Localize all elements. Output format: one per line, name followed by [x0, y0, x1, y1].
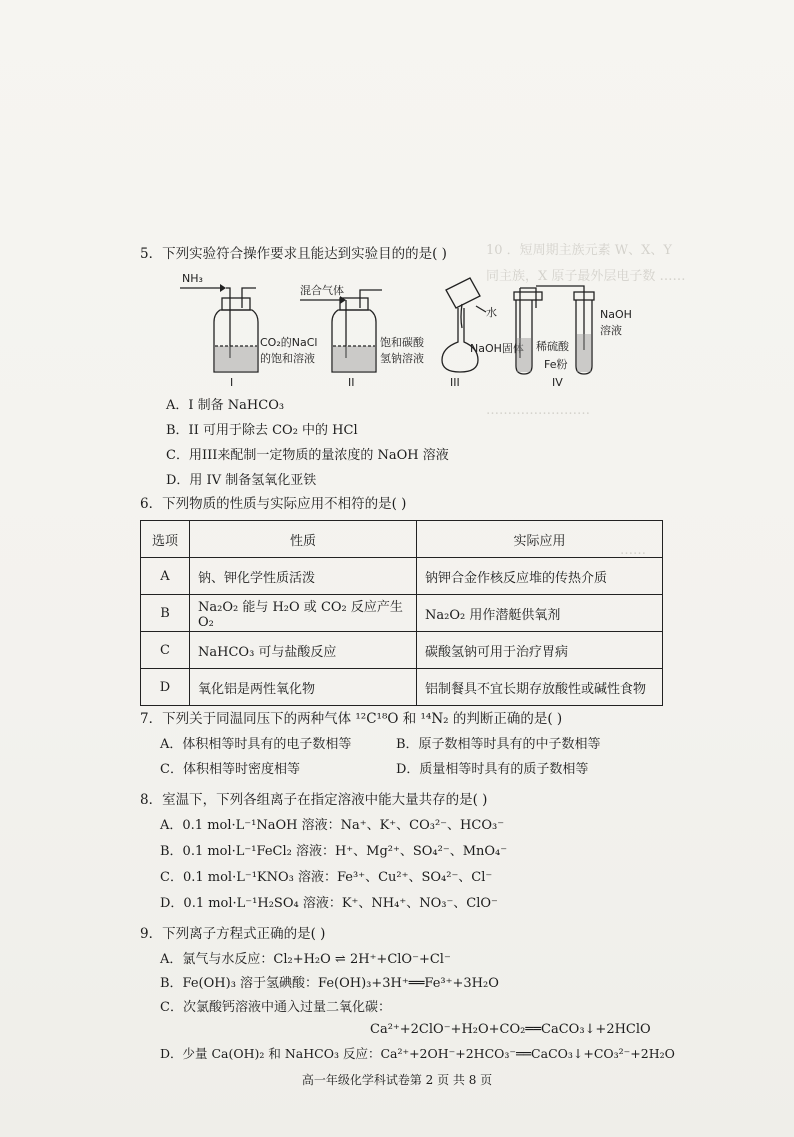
question-9-option-c: C．次氯酸钙溶液中通入过量二氧化碳： [160, 1000, 391, 1015]
table-header-row [141, 521, 663, 558]
properties-table [140, 520, 663, 706]
question-8-stem: 8．室温下，下列各组离子在指定溶液中能大量共存的是( ) [140, 792, 488, 808]
label-naoh-sol-1: NaOH [600, 308, 632, 321]
table-cell: 钠钾合金作核反应堆的传热介质 [417, 558, 663, 595]
table-row [141, 558, 663, 595]
question-8-option-c: C．0.1 mol·L⁻¹KNO₃ 溶液：Fe³⁺、Cu²⁺、SO₄²⁻、Cl⁻ [160, 870, 493, 885]
table-cell: 铝制餐具不宜长期存放酸性或碱性食物 [417, 669, 663, 706]
label-mixed-gas: 混合气体 [300, 284, 344, 297]
question-5-option-c: C．用III来配制一定物质的量浓度的 NaOH 溶液 [166, 448, 449, 463]
table-cell: 碳酸氢钠可用于治疗胃病 [417, 632, 663, 669]
page-footer: 高一年级化学科试卷第 2 页 共 8 页 [301, 1073, 493, 1087]
question-5-stem: 5．下列实验符合操作要求且能达到实验目的的是( ) [140, 246, 447, 262]
question-9-stem: 9．下列离子方程式正确的是( ) [140, 926, 326, 942]
table-cell: NaHCO₃ 可与盐酸反应 [190, 632, 417, 669]
table-cell: C [141, 632, 190, 669]
question-9-option-a: A．氯气与水反应：Cl₂+H₂O ⇌ 2H⁺+ClO⁻+Cl⁻ [160, 952, 451, 967]
label-dilute-h2so4: 稀硫酸 [536, 340, 569, 353]
question-8-option-a: A．0.1 mol·L⁻¹NaOH 溶液：Na⁺、K⁺、CO₃²⁻、HCO₃⁻ [160, 818, 505, 833]
table-cell: Na₂O₂ 能与 H₂O 或 CO₂ 反应产生 O₂ [190, 595, 417, 632]
question-5-option-a: A．I 制备 NaHCO₃ [166, 398, 285, 413]
label-naoh-sol-2: 溶液 [600, 324, 622, 337]
question-7-option-a: A．体积相等时具有的电子数相等 [160, 737, 352, 752]
apparatus-iii [442, 278, 486, 372]
question-9-option-c-equation: Ca²⁺+2ClO⁻+H₂O+CO₂══CaCO₃↓+2HClO [370, 1022, 651, 1037]
label-nahco3-1: 饱和碳酸 [380, 336, 424, 349]
bleed-through-text: …… [620, 543, 646, 558]
question-9-option-b: B．Fe(OH)₃ 溶于氢碘酸：Fe(OH)₃+3H⁺══Fe³⁺+3H₂O [160, 976, 499, 991]
bleed-through-text: 同主族，X 原子最外层电子数 …… [486, 269, 686, 284]
question-8-option-d: D．0.1 mol·L⁻¹H₂SO₄ 溶液：K⁺、NH₄⁺、NO₃⁻、ClO⁻ [160, 896, 498, 911]
table-row [141, 632, 663, 669]
question-7-stem: 7．下列关于同温同压下的两种气体 ¹²C¹⁸O 和 ¹⁴N₂ 的判断正确的是( ) [140, 711, 563, 727]
table-cell: 钠、钾化学性质活泼 [190, 558, 417, 595]
label-roman-4: IV [552, 376, 563, 389]
question-9-option-d: D．少量 Ca(OH)₂ 和 NaHCO₃ 反应：Ca²⁺+2OH⁻+2HCO₃⁻══CaCO₃↓+CO₃²⁻+2H₂O [160, 1046, 675, 1061]
table-row [141, 595, 663, 632]
table-cell: B [141, 595, 190, 632]
label-nahco3-2: 氢钠溶液 [380, 352, 424, 365]
question-5-option-b: B．II 可用于除去 CO₂ 中的 HCl [166, 423, 358, 438]
bleed-through-text: …………………… [486, 403, 590, 418]
table-cell: D [141, 669, 190, 706]
label-roman-1: I [230, 376, 234, 389]
table-cell: A [141, 558, 190, 595]
bleed-through-text: 10 ．短周期主族元素 W、X、Y [486, 243, 673, 258]
label-naoh-solid: NaOH固体 [470, 342, 524, 355]
label-fe-powder: Fe粉 [544, 358, 568, 371]
apparatus-figure [180, 268, 640, 396]
label-co2-nacl-2: 的饱和溶液 [260, 352, 315, 365]
question-5-option-d: D．用 IV 制备氢氧化亚铁 [166, 473, 317, 488]
label-nh3: NH₃ [182, 272, 203, 285]
question-7-option-c: C．体积相等时密度相等 [160, 762, 300, 777]
label-water: 水 [486, 306, 497, 319]
question-7-option-b: B．原子数相等时具有的中子数相等 [396, 737, 601, 752]
table-cell: Na₂O₂ 用作潜艇供氧剂 [417, 595, 663, 632]
table-header-cell: 实际应用 [417, 521, 663, 558]
table-header-cell: 选项 [141, 521, 190, 558]
label-roman-2: II [348, 376, 355, 389]
table-cell: 氧化铝是两性氧化物 [190, 669, 417, 706]
table-header-cell: 性质 [190, 521, 417, 558]
apparatus-i [180, 284, 258, 372]
label-roman-3: III [450, 376, 460, 389]
label-co2-nacl-1: CO₂的NaCl [260, 336, 318, 349]
question-8-option-b: B．0.1 mol·L⁻¹FeCl₂ 溶液：H⁺、Mg²⁺、SO₄²⁻、MnO₄⁻ [160, 844, 508, 859]
question-7-option-d: D．质量相等时具有的质子数相等 [396, 762, 589, 777]
question-6-stem: 6．下列物质的性质与实际应用不相符的是( ) [140, 496, 407, 512]
table-row [141, 669, 663, 706]
